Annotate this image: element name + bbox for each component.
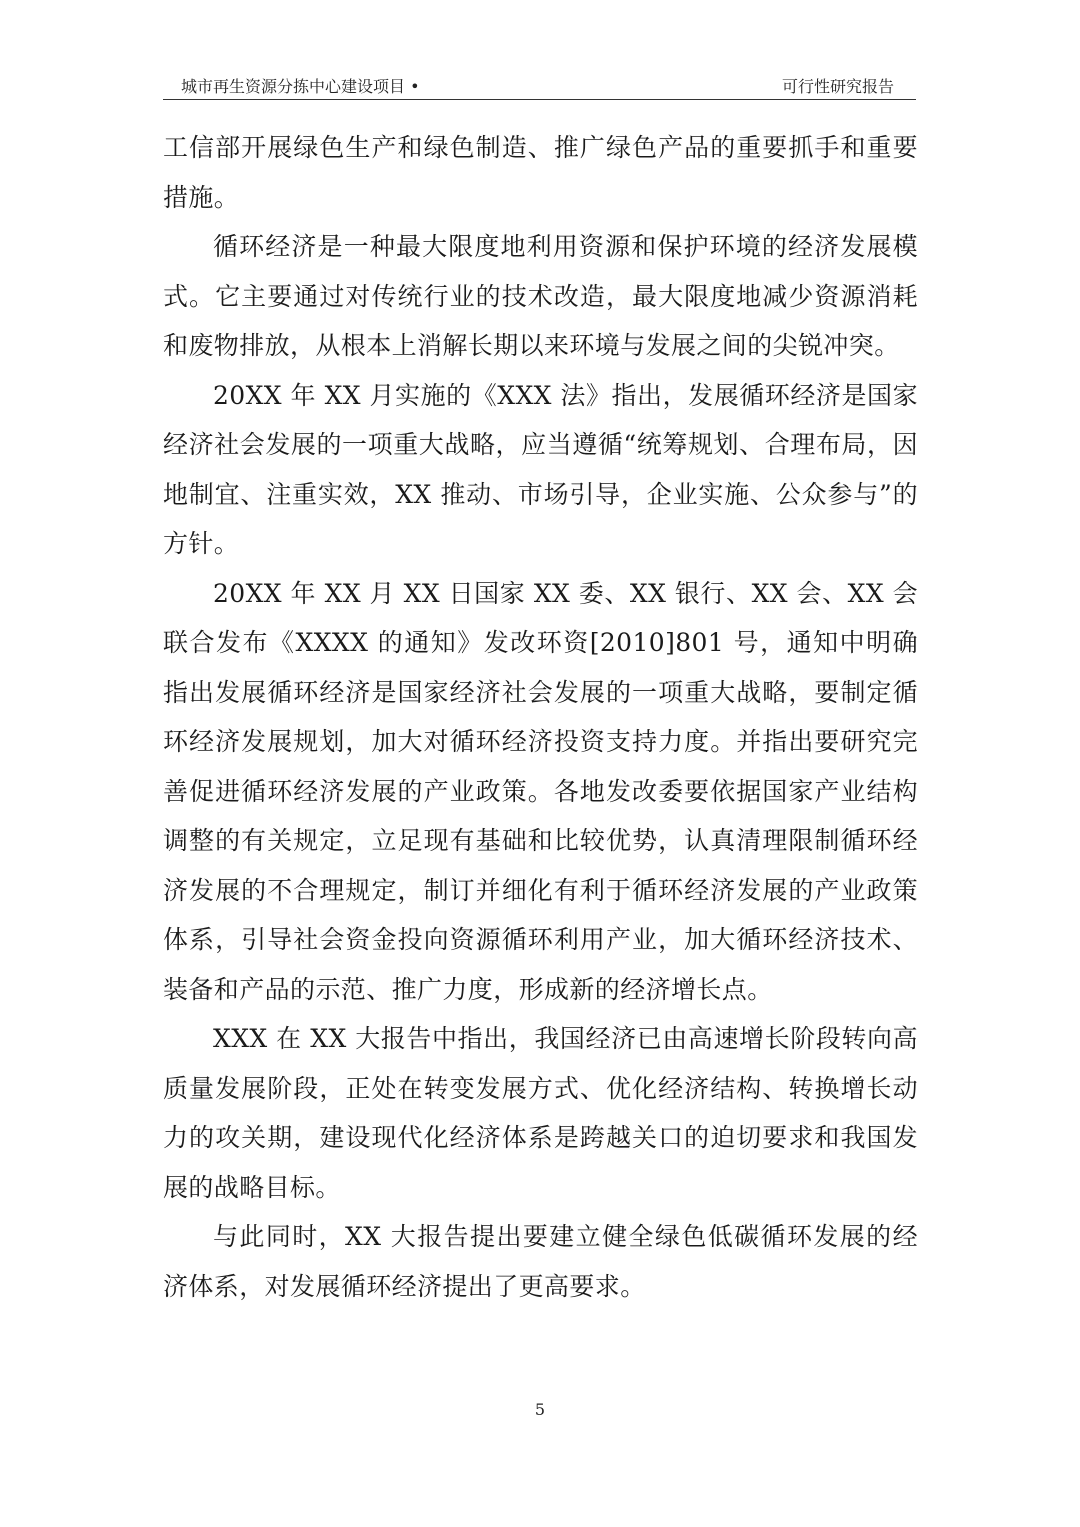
page-header bbox=[163, 74, 916, 100]
paragraph: 与此同时，XX 大报告提出要建立健全绿色低碳循环发展的经济体系，对发展循环经济提出了更高要求。 bbox=[163, 1222, 918, 1301]
header-report-type: 可行性研究报告 bbox=[781, 77, 894, 96]
paragraph: 20XX 年 XX 月 XX 日国家 XX 委、XX 银行、XX 会、XX 会联合发布《XXXX 的通知》发改环资[2010]801 号，通知中明确指出发展循环经济是国家经济社会发展的一项重大战略，要制定循环经济发展规划，加大对循环经济投资支持力度。并指出要研究完善促进循环经济发展的产业政策。各地发改委要依据国家产业结构调整的有关规定，立足现有基础和比较优势，认真清理限制循环经济发展的不合理规定，制订并细化有利于循环经济发展的产业政策体系，引导社会资金投向资源循环利用产业，加大循环经济技术、装备和产品的示范、推广力度，形成新的经济增长点。 bbox=[163, 578, 918, 1004]
page-number: 5 bbox=[534, 1400, 546, 1419]
header-divider bbox=[163, 99, 916, 100]
paragraph-continuation: 工信部开展绿色生产和绿色制造、推广绿色产品的重要抓手和重要措施。 bbox=[163, 133, 918, 212]
paragraph: XXX 在 XX 大报告中指出，我国经济已由高速增长阶段转向高质量发展阶段，正处在转变发展方式、优化经济结构、转换增长动力的攻关期，建设现代化经济体系是跨越关口的迫切要求和我国发展的战略目标。 bbox=[163, 1024, 918, 1202]
paragraph: 循环经济是一种最大限度地利用资源和保护环境的经济发展模式。它主要通过对传统行业的技术改造，最大限度地减少资源消耗和废物排放，从根本上消解长期以来环境与发展之间的尖锐冲突。 bbox=[163, 232, 918, 360]
header-project-title: 城市再生资源分拣中心建设项目 • bbox=[181, 77, 420, 96]
body-text bbox=[163, 123, 918, 1311]
paragraph: 20XX 年 XX 月实施的《XXX 法》指出，发展循环经济是国家经济社会发展的一项重大战略，应当遵循“统筹规划、合理布局，因地制宜、注重实效，XX 推动、市场引导，企业实施、公众参与”的方针。 bbox=[163, 380, 918, 558]
